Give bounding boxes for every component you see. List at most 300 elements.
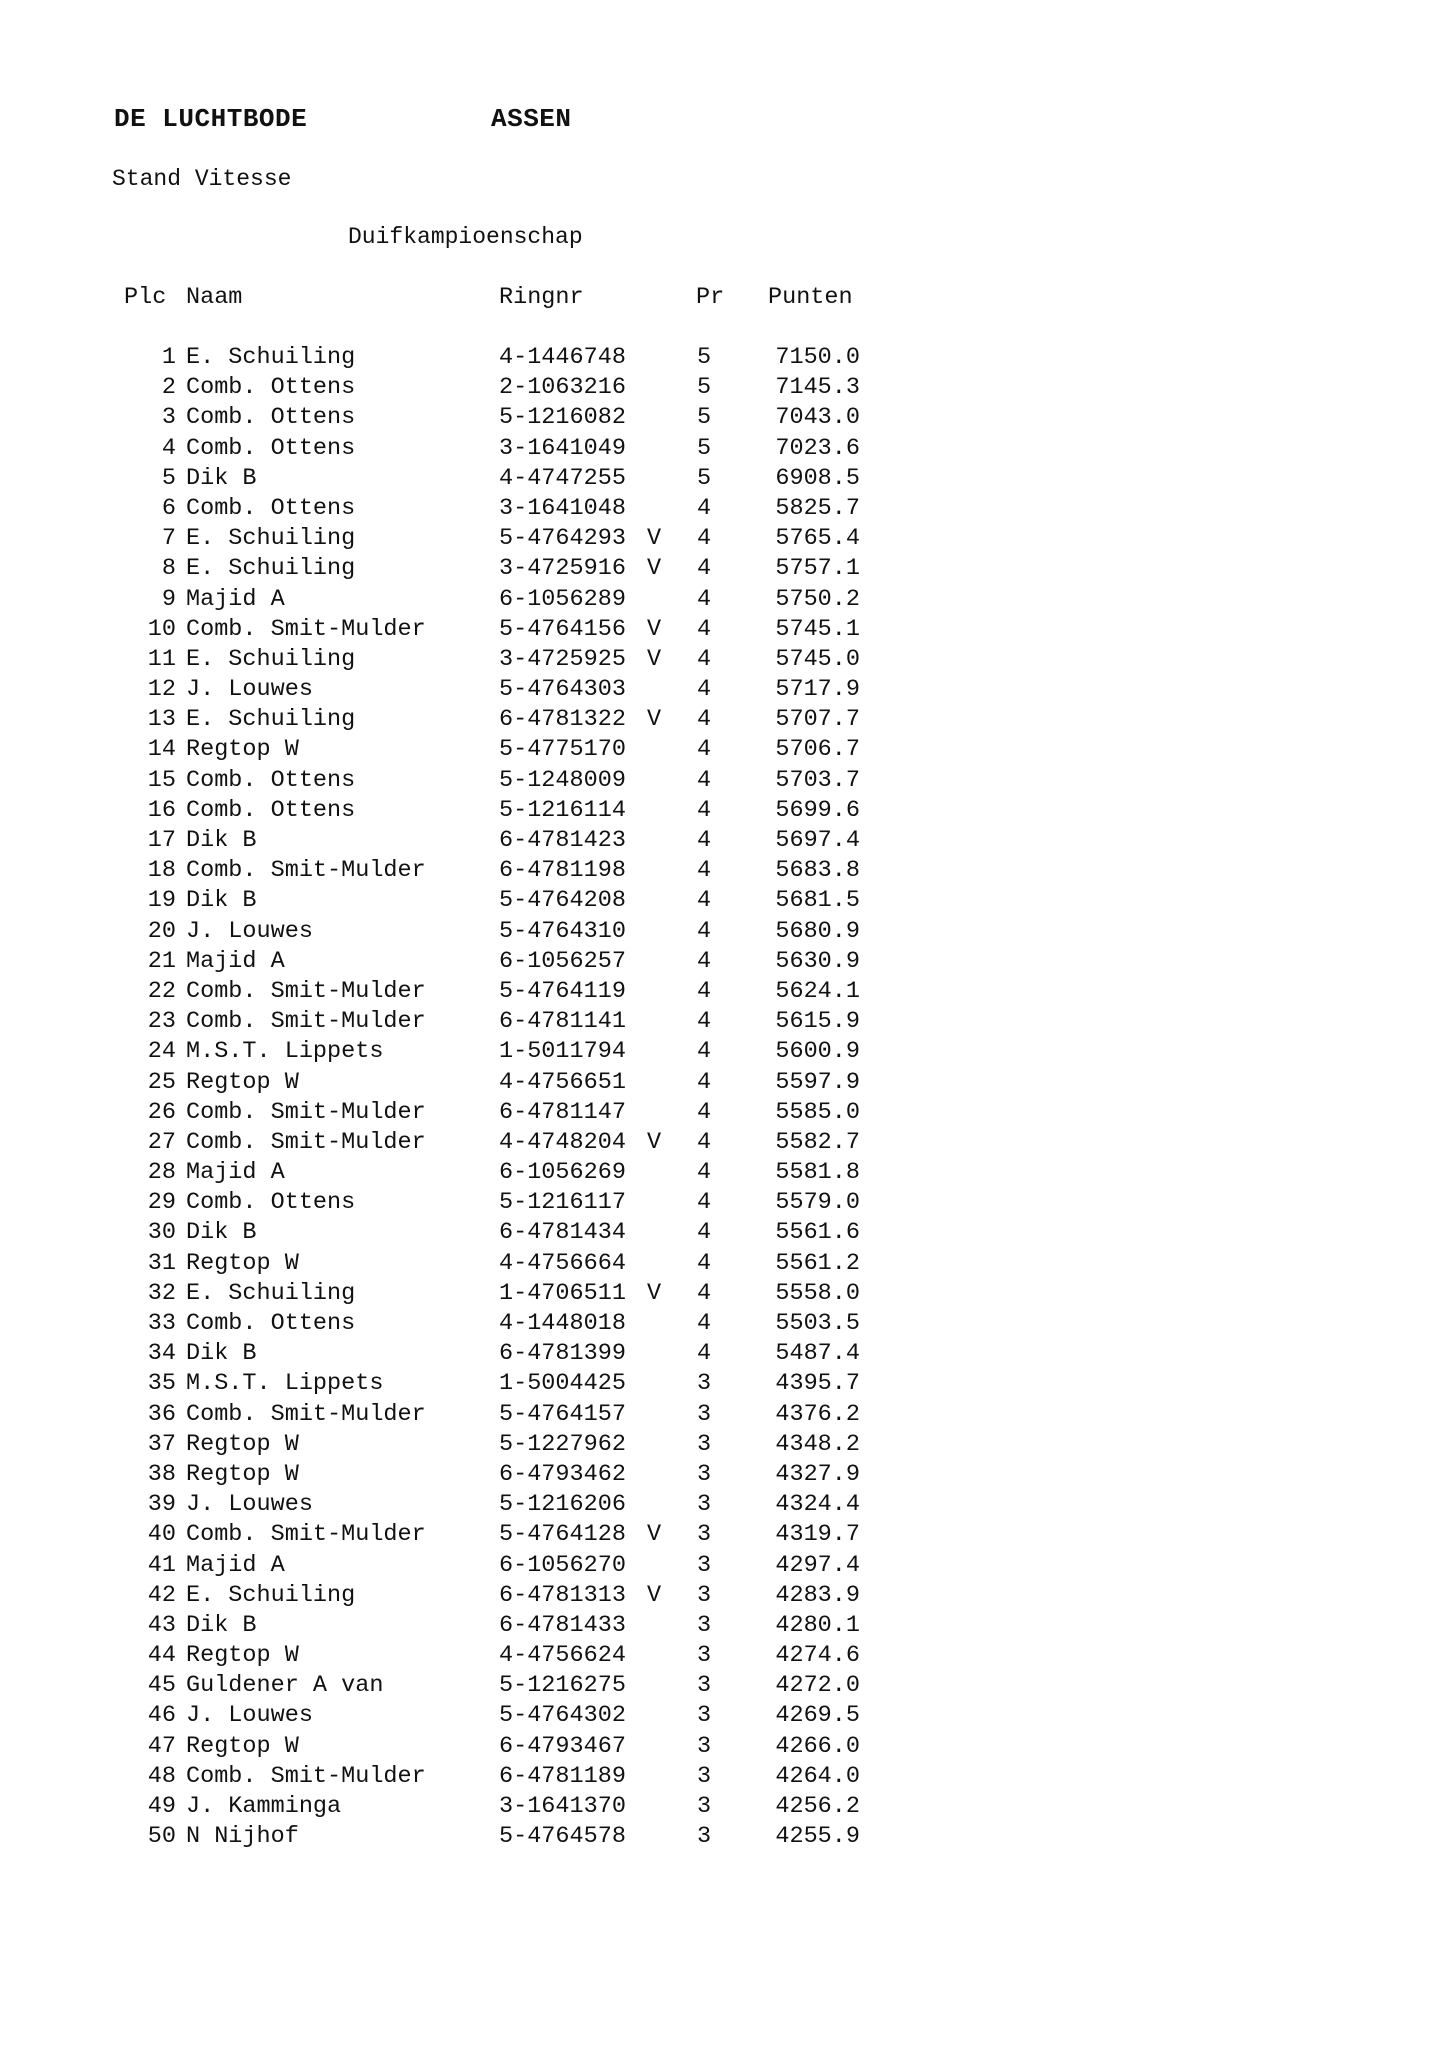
cell-punten: 4395.7 — [775, 1370, 860, 1398]
cell-punten: 5697.4 — [775, 827, 860, 854]
cell-plc: 47 — [147, 1732, 176, 1760]
cell-ringnr: 1-5011794 — [499, 1038, 626, 1066]
cell-ringnr: 5-4764156 — [499, 615, 626, 643]
cell-ringnr: 5-1216114 — [499, 796, 626, 824]
cell-ringnr: 3-4725925 — [499, 645, 626, 673]
cell-ringnr: 5-1216117 — [499, 1189, 626, 1217]
cell-plc: 49 — [147, 1793, 176, 1820]
city-name: ASSEN — [491, 104, 572, 134]
cell-plc: 36 — [147, 1400, 176, 1428]
cell-naam: Comb. Ottens — [186, 766, 356, 794]
cell-naam: E. Schuiling — [186, 1279, 356, 1307]
column-header-ringnr: Ringnr — [499, 284, 584, 311]
table-row — [124, 1159, 884, 1189]
cell-plc: 25 — [147, 1068, 176, 1096]
cell-naam: Comb. Ottens — [186, 374, 356, 402]
cell-plc: 11 — [147, 645, 176, 673]
cell-plc: 7 — [161, 525, 176, 553]
cell-ringnr: 6-4781322 — [499, 706, 626, 734]
cell-naam: E. Schuiling — [186, 525, 356, 553]
cell-plc: 45 — [147, 1672, 176, 1700]
cell-naam: Comb. Smit-Mulder — [186, 1762, 426, 1790]
cell-pr: 4 — [696, 494, 712, 522]
cell-ringnr: 3-1641048 — [499, 494, 626, 522]
cell-punten: 4319.7 — [775, 1521, 860, 1549]
cell-ringnr: 6-4781433 — [499, 1611, 626, 1639]
cell-naam: Regtop W — [186, 1460, 299, 1488]
cell-punten: 7023.6 — [775, 434, 860, 462]
cell-plc: 31 — [147, 1249, 176, 1277]
cell-punten: 5558.0 — [775, 1279, 860, 1307]
cell-naam: Majid A — [186, 947, 285, 975]
cell-ringnr: 4-4756651 — [499, 1068, 626, 1096]
cell-plc: 12 — [147, 676, 176, 704]
cell-pr: 4 — [696, 887, 712, 915]
cell-pr: 4 — [696, 1219, 712, 1247]
cell-pr: 3 — [696, 1370, 712, 1398]
cell-pr: 4 — [696, 1279, 712, 1307]
cell-plc: 21 — [147, 947, 176, 975]
table-row — [124, 1552, 884, 1582]
cell-ringnr: 5-1216275 — [499, 1672, 626, 1700]
cell-pr: 5 — [696, 434, 712, 462]
cell-pr: 4 — [696, 1249, 712, 1277]
cell-pr: 3 — [696, 1460, 712, 1488]
cell-pr: 4 — [696, 585, 712, 613]
table-row — [124, 1008, 884, 1038]
cell-ringnr: 1-5004425 — [499, 1370, 626, 1398]
cell-punten: 7145.3 — [775, 374, 860, 402]
cell-ringnr: 5-4764578 — [499, 1823, 626, 1851]
table-row — [124, 1038, 884, 1068]
cell-plc: 4 — [161, 434, 176, 462]
table-row — [124, 1672, 884, 1702]
cell-ringnr: 5-1248009 — [499, 766, 626, 794]
cell-plc: 10 — [147, 615, 176, 643]
cell-punten: 5630.9 — [775, 947, 860, 975]
cell-punten: 7150.0 — [775, 344, 860, 371]
table-row — [124, 1340, 884, 1370]
cell-pr: 5 — [696, 404, 712, 432]
cell-naam: Comb. Smit-Mulder — [186, 1098, 426, 1126]
table-row — [124, 1310, 884, 1340]
cell-plc: 1 — [161, 344, 176, 371]
cell-naam: Comb. Ottens — [186, 494, 356, 522]
cell-pr: 4 — [696, 1098, 712, 1126]
cell-punten: 4269.5 — [775, 1702, 860, 1730]
cell-plc: 39 — [147, 1491, 176, 1519]
cell-ringnr: 2-1063216 — [499, 374, 626, 402]
cell-punten: 4280.1 — [775, 1611, 860, 1639]
cell-punten: 5745.1 — [775, 615, 860, 643]
table-row — [124, 797, 884, 827]
cell-plc: 46 — [147, 1702, 176, 1730]
cell-naam: Dik B — [186, 827, 257, 854]
table-row — [124, 374, 884, 404]
cell-punten: 5825.7 — [775, 494, 860, 522]
table-row — [124, 1823, 884, 1853]
table-row — [124, 1702, 884, 1732]
cell-naam: Comb. Ottens — [186, 404, 356, 432]
cell-v-marker: V — [647, 1581, 662, 1609]
cell-punten: 5681.5 — [775, 887, 860, 915]
cell-ringnr: 6-1056269 — [499, 1159, 626, 1187]
cell-naam: E. Schuiling — [186, 645, 356, 673]
cell-punten: 5699.6 — [775, 796, 860, 824]
cell-naam: Majid A — [186, 585, 285, 613]
cell-pr: 4 — [696, 1038, 712, 1066]
table-row — [124, 736, 884, 766]
cell-pr: 4 — [696, 977, 712, 1005]
cell-punten: 5717.9 — [775, 676, 860, 704]
cell-v-marker: V — [647, 1521, 662, 1549]
cell-ringnr: 4-4756664 — [499, 1249, 626, 1277]
cell-plc: 9 — [161, 585, 176, 613]
cell-plc: 28 — [147, 1159, 176, 1187]
table-row — [124, 1521, 884, 1551]
cell-plc: 40 — [147, 1521, 176, 1549]
cell-pr: 4 — [696, 1340, 712, 1368]
cell-ringnr: 6-4781399 — [499, 1340, 626, 1368]
cell-plc: 15 — [147, 766, 176, 794]
cell-ringnr: 5-4764310 — [499, 917, 626, 945]
cell-plc: 44 — [147, 1642, 176, 1670]
cell-plc: 50 — [147, 1823, 176, 1851]
cell-pr: 4 — [696, 736, 712, 764]
cell-punten: 5561.2 — [775, 1249, 860, 1277]
table-row — [124, 586, 884, 616]
cell-punten: 5582.7 — [775, 1128, 860, 1156]
cell-ringnr: 6-4781141 — [499, 1008, 626, 1036]
cell-plc: 16 — [147, 796, 176, 824]
cell-plc: 26 — [147, 1098, 176, 1126]
cell-plc: 17 — [147, 827, 176, 854]
cell-plc: 34 — [147, 1340, 176, 1368]
table-row — [124, 918, 884, 948]
cell-naam: Guldener A van — [186, 1672, 384, 1700]
table-row — [124, 1219, 884, 1249]
cell-punten: 5757.1 — [775, 555, 860, 583]
cell-plc: 42 — [147, 1581, 176, 1609]
cell-plc: 5 — [161, 464, 176, 492]
cell-naam: Dik B — [186, 1611, 257, 1639]
cell-naam: N Nijhof — [186, 1823, 299, 1851]
cell-v-marker: V — [647, 525, 662, 553]
cell-punten: 5579.0 — [775, 1189, 860, 1217]
cell-naam: Comb. Smit-Mulder — [186, 1400, 426, 1428]
cell-ringnr: 5-1216206 — [499, 1491, 626, 1519]
cell-naam: Comb. Smit-Mulder — [186, 857, 426, 885]
column-header-punten: Punten — [768, 284, 853, 311]
cell-punten: 5503.5 — [775, 1310, 860, 1337]
table-row — [124, 1461, 884, 1491]
cell-ringnr: 6-1056289 — [499, 585, 626, 613]
cell-ringnr: 5-4764128 — [499, 1521, 626, 1549]
cell-plc: 6 — [161, 494, 176, 522]
cell-pr: 3 — [696, 1581, 712, 1609]
table-row — [124, 525, 884, 555]
cell-pr: 4 — [696, 706, 712, 734]
cell-pr: 4 — [696, 1128, 712, 1156]
cell-naam: Comb. Ottens — [186, 796, 356, 824]
table-row — [124, 646, 884, 676]
table-row — [124, 978, 884, 1008]
cell-punten: 4256.2 — [775, 1793, 860, 1820]
cell-ringnr: 6-4781434 — [499, 1219, 626, 1247]
cell-punten: 7043.0 — [775, 404, 860, 432]
cell-punten: 5680.9 — [775, 917, 860, 945]
table-row — [124, 1733, 884, 1763]
table-row — [124, 1491, 884, 1521]
cell-naam: Regtop W — [186, 1068, 299, 1096]
cell-naam: E. Schuiling — [186, 1581, 356, 1609]
cell-naam: Majid A — [186, 1159, 285, 1187]
cell-punten: 4255.9 — [775, 1823, 860, 1851]
table-row — [124, 887, 884, 917]
cell-plc: 27 — [147, 1128, 176, 1156]
cell-punten: 5581.8 — [775, 1159, 860, 1187]
cell-punten: 4376.2 — [775, 1400, 860, 1428]
cell-plc: 19 — [147, 887, 176, 915]
cell-naam: Regtop W — [186, 1642, 299, 1670]
column-header-plc: Plc — [124, 284, 167, 311]
table-row — [124, 1763, 884, 1793]
cell-naam: Comb. Smit-Mulder — [186, 1128, 426, 1156]
cell-pr: 3 — [696, 1642, 712, 1670]
table-header-row — [124, 284, 884, 314]
cell-ringnr: 6-4793462 — [499, 1460, 626, 1488]
cell-ringnr: 6-1056270 — [499, 1551, 626, 1579]
cell-v-marker: V — [647, 555, 662, 583]
cell-ringnr: 5-4764302 — [499, 1702, 626, 1730]
cell-plc: 20 — [147, 917, 176, 945]
cell-pr: 4 — [696, 947, 712, 975]
table-body — [124, 344, 884, 1853]
table-row — [124, 1370, 884, 1400]
cell-punten: 5703.7 — [775, 766, 860, 794]
cell-naam: Regtop W — [186, 1430, 299, 1458]
cell-plc: 13 — [147, 706, 176, 734]
cell-ringnr: 1-4706511 — [499, 1279, 626, 1307]
table-row — [124, 1069, 884, 1099]
cell-v-marker: V — [647, 615, 662, 643]
cell-pr: 4 — [696, 645, 712, 673]
cell-naam: Comb. Ottens — [186, 1310, 356, 1337]
cell-pr: 4 — [696, 1310, 712, 1337]
cell-pr: 3 — [696, 1400, 712, 1428]
cell-plc: 38 — [147, 1460, 176, 1488]
cell-punten: 4266.0 — [775, 1732, 860, 1760]
results-table — [124, 284, 884, 1853]
cell-punten: 4327.9 — [775, 1460, 860, 1488]
cell-pr: 3 — [696, 1702, 712, 1730]
stand-subtitle: Stand Vitesse — [112, 166, 292, 192]
cell-punten: 4324.4 — [775, 1491, 860, 1519]
cell-plc: 22 — [147, 977, 176, 1005]
table-row — [124, 1401, 884, 1431]
cell-naam: Comb. Smit-Mulder — [186, 1008, 426, 1036]
cell-ringnr: 5-4764157 — [499, 1400, 626, 1428]
table-row — [124, 827, 884, 857]
cell-pr: 5 — [696, 374, 712, 402]
table-row — [124, 948, 884, 978]
cell-punten: 4264.0 — [775, 1762, 860, 1790]
cell-punten: 5585.0 — [775, 1098, 860, 1126]
table-row — [124, 706, 884, 736]
cell-punten: 5600.9 — [775, 1038, 860, 1066]
cell-punten: 5765.4 — [775, 525, 860, 553]
cell-naam: Dik B — [186, 1219, 257, 1247]
cell-pr: 3 — [696, 1823, 712, 1851]
table-row — [124, 495, 884, 525]
cell-naam: Comb. Smit-Mulder — [186, 615, 426, 643]
cell-pr: 4 — [696, 796, 712, 824]
table-row — [124, 465, 884, 495]
cell-naam: Comb. Ottens — [186, 434, 356, 462]
table-row — [124, 555, 884, 585]
cell-plc: 23 — [147, 1008, 176, 1036]
cell-punten: 5706.7 — [775, 736, 860, 764]
column-header-naam: Naam — [186, 284, 243, 311]
cell-plc: 41 — [147, 1551, 176, 1579]
cell-plc: 8 — [161, 555, 176, 583]
cell-naam: E. Schuiling — [186, 706, 356, 734]
cell-punten: 5597.9 — [775, 1068, 860, 1096]
cell-naam: J. Louwes — [186, 1491, 313, 1519]
column-header-pr: Pr — [696, 284, 725, 311]
cell-pr: 4 — [696, 676, 712, 704]
cell-plc: 48 — [147, 1762, 176, 1790]
cell-pr: 4 — [696, 1008, 712, 1036]
cell-naam: Comb. Smit-Mulder — [186, 1521, 426, 1549]
cell-pr: 3 — [696, 1491, 712, 1519]
cell-pr: 3 — [696, 1521, 712, 1549]
cell-ringnr: 4-4756624 — [499, 1642, 626, 1670]
cell-naam: E. Schuiling — [186, 555, 356, 583]
cell-pr: 4 — [696, 917, 712, 945]
cell-ringnr: 5-4764303 — [499, 676, 626, 704]
cell-ringnr: 3-1641049 — [499, 434, 626, 462]
cell-ringnr: 5-1216082 — [499, 404, 626, 432]
cell-ringnr: 6-4781423 — [499, 827, 626, 854]
cell-v-marker: V — [647, 645, 662, 673]
cell-naam: J. Louwes — [186, 917, 313, 945]
cell-punten: 5745.0 — [775, 645, 860, 673]
table-row — [124, 344, 884, 374]
cell-pr: 3 — [696, 1793, 712, 1820]
table-row — [124, 857, 884, 887]
table-row — [124, 404, 884, 434]
cell-ringnr: 6-4781313 — [499, 1581, 626, 1609]
table-row — [124, 1582, 884, 1612]
cell-ringnr: 6-4781189 — [499, 1762, 626, 1790]
cell-naam: M.S.T. Lippets — [186, 1370, 384, 1398]
cell-plc: 37 — [147, 1430, 176, 1458]
cell-naam: J. Louwes — [186, 676, 313, 704]
cell-punten: 5561.6 — [775, 1219, 860, 1247]
table-row — [124, 1189, 884, 1219]
cell-v-marker: V — [647, 1279, 662, 1307]
cell-ringnr: 4-4747255 — [499, 464, 626, 492]
table-row — [124, 1280, 884, 1310]
cell-ringnr: 3-4725916 — [499, 555, 626, 583]
cell-pr: 4 — [696, 827, 712, 854]
cell-naam: Regtop W — [186, 1249, 299, 1277]
cell-pr: 4 — [696, 766, 712, 794]
table-row — [124, 767, 884, 797]
cell-naam: Comb. Smit-Mulder — [186, 977, 426, 1005]
cell-ringnr: 5-4764119 — [499, 977, 626, 1005]
cell-naam: Dik B — [186, 1340, 257, 1368]
table-row — [124, 435, 884, 465]
cell-ringnr: 4-4748204 — [499, 1128, 626, 1156]
cell-naam: Regtop W — [186, 1732, 299, 1760]
cell-plc: 43 — [147, 1611, 176, 1639]
cell-plc: 32 — [147, 1279, 176, 1307]
cell-plc: 14 — [147, 736, 176, 764]
cell-naam: J. Kamminga — [186, 1793, 342, 1820]
cell-pr: 3 — [696, 1611, 712, 1639]
table-row — [124, 1642, 884, 1672]
table-row — [124, 616, 884, 646]
cell-pr: 3 — [696, 1672, 712, 1700]
table-row — [124, 1431, 884, 1461]
cell-ringnr: 5-1227962 — [499, 1430, 626, 1458]
cell-ringnr: 4-1448018 — [499, 1310, 626, 1337]
cell-ringnr: 4-1446748 — [499, 344, 626, 371]
cell-v-marker: V — [647, 706, 662, 734]
cell-ringnr: 6-4781147 — [499, 1098, 626, 1126]
cell-pr: 3 — [696, 1430, 712, 1458]
cell-punten: 5707.7 — [775, 706, 860, 734]
cell-plc: 3 — [161, 404, 176, 432]
cell-pr: 4 — [696, 555, 712, 583]
cell-naam: Comb. Ottens — [186, 1189, 356, 1217]
cell-pr: 5 — [696, 344, 712, 371]
cell-ringnr: 6-4793467 — [499, 1732, 626, 1760]
cell-plc: 29 — [147, 1189, 176, 1217]
cell-pr: 3 — [696, 1551, 712, 1579]
cell-ringnr: 6-1056257 — [499, 947, 626, 975]
table-row — [124, 676, 884, 706]
cell-plc: 30 — [147, 1219, 176, 1247]
cell-plc: 24 — [147, 1038, 176, 1066]
cell-punten: 5750.2 — [775, 585, 860, 613]
section-title: Duifkampioenschap — [348, 224, 583, 250]
cell-pr: 4 — [696, 1189, 712, 1217]
cell-ringnr: 5-4764208 — [499, 887, 626, 915]
cell-punten: 5624.1 — [775, 977, 860, 1005]
cell-ringnr: 5-4775170 — [499, 736, 626, 764]
cell-naam: Majid A — [186, 1551, 285, 1579]
cell-punten: 5615.9 — [775, 1008, 860, 1036]
table-row — [124, 1612, 884, 1642]
cell-plc: 33 — [147, 1310, 176, 1337]
cell-pr: 4 — [696, 525, 712, 553]
organization-name: DE LUCHTBODE — [114, 104, 308, 134]
cell-punten: 6908.5 — [775, 464, 860, 492]
cell-punten: 5683.8 — [775, 857, 860, 885]
cell-pr: 3 — [696, 1762, 712, 1790]
table-row — [124, 1099, 884, 1129]
cell-plc: 18 — [147, 857, 176, 885]
cell-pr: 4 — [696, 857, 712, 885]
cell-pr: 3 — [696, 1732, 712, 1760]
cell-plc: 2 — [161, 374, 176, 402]
cell-naam: Dik B — [186, 464, 257, 492]
cell-punten: 5487.4 — [775, 1340, 860, 1368]
cell-naam: Regtop W — [186, 736, 299, 764]
